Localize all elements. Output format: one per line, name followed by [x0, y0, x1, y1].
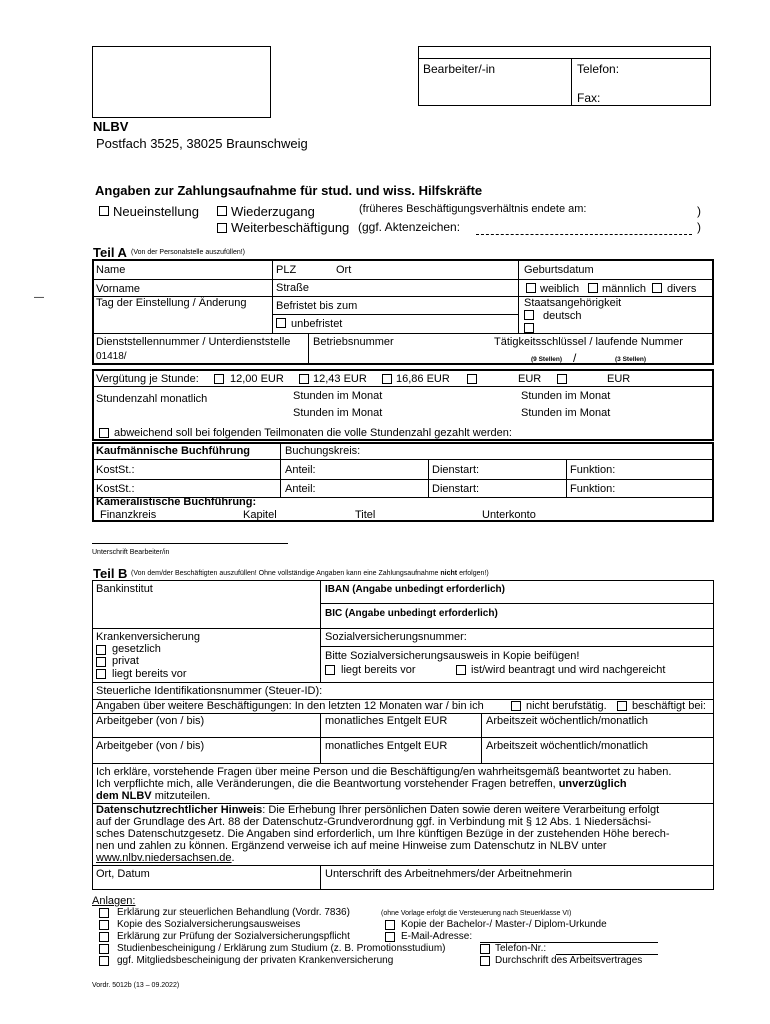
b-col-3 [481, 713, 482, 763]
abweichend-checkbox[interactable] [99, 428, 109, 438]
a-col-line-2 [518, 259, 519, 333]
ds1-text: : Die Erhebung Ihrer persönlichen Daten sowie deren weitere Verarbeitung erfolgt [262, 804, 660, 816]
close-paren-1: ) [697, 204, 701, 218]
beschaeftigt-label: beschäftigt bei: [632, 700, 706, 712]
unterkonto-label: Unterkonto [482, 509, 536, 521]
anlage4-checkbox[interactable] [99, 944, 109, 954]
ds-line-4: nen und zahlen zu können. Ergänzend verweise ich auf meine Hinweise zum Datenschutz in NLBV unter [96, 840, 607, 852]
anlage1b-label: (ohne Vorlage erfolgt die Versteuerung nach Steuerklasse VI) [381, 910, 572, 917]
b-col-4 [320, 865, 321, 890]
divers-checkbox[interactable] [652, 283, 662, 293]
signature-line-bearbeiter[interactable] [92, 543, 288, 544]
teil-b-sub-post: erfolgen!) [459, 570, 489, 577]
dem-nlbv-text: dem NLBV [96, 790, 152, 802]
anlage4b-label: Telefon-Nr.: [495, 943, 547, 954]
b-line-ag2 [92, 763, 714, 764]
weiblich-label: weiblich [540, 283, 580, 295]
kaufm-label: Kaufmännische Buchführung [96, 445, 251, 457]
anlage2-label: Kopie des Sozialversicherungsausweises [117, 919, 301, 930]
liegt-vor-label: liegt bereits vor [112, 668, 187, 680]
erklaerung2-text: Ich verpflichte mich, alle Veränderungen, die die Beantwortung vorstehender Fragen betreffen, [96, 778, 556, 790]
anlage4-label: Studienbescheinigung / Erklärung zum Studium (z. B. Promotionsstudium) [117, 943, 446, 954]
steuer-id-label: Steuerliche Identifikationsnummer (Steuer-ID): [96, 685, 323, 697]
aktenzeichen-label: (ggf. Aktenzeichen: [358, 220, 461, 234]
finanzkreis-label: Finanzkreis [100, 509, 157, 521]
gesetzlich-checkbox[interactable] [96, 645, 106, 655]
b-col-1 [320, 580, 321, 682]
divers-label: divers [667, 283, 697, 295]
buch-col-1 [280, 442, 281, 497]
a-col-line-1 [272, 259, 273, 333]
nicht-beruf-label: nicht berufstätig. [526, 700, 607, 712]
b-line-iban [320, 603, 714, 604]
a-row-line-1 [92, 279, 714, 280]
ds-line-1 [96, 805, 659, 816]
contact-box-vdivider [571, 58, 572, 106]
privat-checkbox[interactable] [96, 657, 106, 667]
kameral-label: Kameralistische Buchführung: [96, 496, 257, 508]
a-row-line-4 [92, 333, 714, 334]
a-col-line-3 [308, 333, 309, 365]
contact-box-divider [418, 58, 711, 59]
bic-label: BIC (Angabe unbedingt erforderlich) [325, 608, 498, 619]
anlage3b-checkbox[interactable] [385, 932, 395, 942]
neueinstellung-checkbox[interactable] [99, 206, 109, 216]
arbeitszeit-label-1: Arbeitszeit wöchentlich/monatlich [486, 715, 649, 727]
b-line-kv [92, 682, 714, 683]
wiederzugang-label: Wiederzugang [231, 204, 315, 219]
stellen9-label: (9 Stellen) [531, 356, 563, 363]
kostst-label-1: KostSt.: [96, 464, 135, 476]
strasse-label: Straße [276, 282, 310, 294]
mitzuteilen-text: mitzuteilen. [154, 790, 211, 802]
nicht-beruf-checkbox[interactable] [511, 701, 521, 711]
anlagen-heading: Anlagen: [92, 895, 136, 907]
sozialausweis-label: Bitte Sozialversicherungsausweis in Kopie beifügen! [325, 650, 580, 662]
unverzueglich-text: unverzüglich [558, 778, 627, 790]
staatsang-label: Staatsangehörigkeit [524, 297, 622, 309]
erklaerung-line-2 [96, 779, 627, 790]
buch-line-2 [92, 479, 714, 480]
fax-label: Fax: [577, 91, 601, 105]
unbefristet-label: unbefristet [291, 318, 343, 330]
anlage2b-checkbox[interactable] [385, 920, 395, 930]
anteil-label-2: Anteil: [285, 483, 316, 495]
telefon-label: Telefon: [577, 62, 620, 76]
arbeitgeber-label-2: Arbeitgeber (von / bis) [96, 740, 205, 752]
std-monat-4: Stunden im Monat [521, 407, 611, 419]
b-line-ds [92, 865, 714, 866]
ds-link[interactable]: www.nlbv.niedersachsen.de [96, 852, 232, 864]
std-monat-3: Stunden im Monat [293, 407, 383, 419]
deutsch-checkbox[interactable] [524, 310, 534, 320]
privat-label: privat [112, 655, 139, 667]
weiterbeschaeftigung-label: Weiterbeschäftigung [231, 220, 350, 235]
b-line-sv [320, 646, 714, 647]
neueinstellung-label: Neueinstellung [113, 204, 200, 219]
eur3-checkbox[interactable] [382, 374, 392, 384]
eur5-checkbox[interactable] [557, 374, 567, 384]
sv-beantragt-checkbox[interactable] [456, 665, 466, 675]
anlage1-checkbox[interactable] [99, 908, 109, 918]
anlage4b-checkbox[interactable] [480, 944, 490, 954]
teil-b-sub [131, 570, 489, 577]
befristet-label: Befristet bis zum [276, 300, 358, 312]
anlage5-label: ggf. Mitgliedsbescheinigung der privaten Krankenversicherung [117, 955, 394, 966]
dienstart-label-2: Dienstart: [432, 483, 480, 495]
verguetung-label: Vergütung je Stunde: [96, 373, 199, 385]
iban-label: IBAN (Angabe unbedingt erforderlich) [325, 584, 505, 595]
buchungskreis-label: Buchungskreis: [285, 445, 361, 457]
sv-beantragt-label: ist/wird beantragt und wird nachgereicht [471, 664, 666, 676]
beschaeftigt-checkbox[interactable] [617, 701, 627, 711]
std-monat-2: Stunden im Monat [521, 390, 611, 402]
frueheres-label: (früheres Beschäftigungsverhältnis endete am: [359, 203, 587, 215]
kranken-label: Krankenversicherung [96, 631, 200, 643]
abweichend-label: abweichend soll bei folgenden Teilmonaten die volle Stundenzahl gezahlt werden: [114, 427, 512, 439]
footer-form-number: Vordr. 5012b (13 – 09.2022) [92, 982, 180, 989]
maennlich-label: männlich [602, 283, 647, 295]
wiederzugang-checkbox[interactable] [217, 206, 227, 216]
teil-b-heading: Teil B [93, 566, 128, 581]
ort-label: Ort [336, 264, 352, 276]
stundenzahl-label: Stundenzahl monatlich [96, 393, 208, 405]
betriebsnummer-label: Betriebsnummer [313, 336, 394, 348]
stellen3-label: (3 Stellen) [615, 356, 647, 363]
eur1-checkbox[interactable] [214, 374, 224, 384]
b-line-ag1 [92, 737, 714, 738]
dienstart-label-1: Dienstart: [432, 464, 480, 476]
contact-box [418, 46, 711, 106]
ds-dot: . [231, 852, 235, 864]
teil-a-sub: (Von der Personalstelle auszufüllen!) [131, 249, 246, 256]
dienststelle-value: 01418/ [96, 351, 127, 362]
name-label: Name [96, 264, 126, 276]
eur1-label: 12,00 EUR [230, 373, 284, 385]
a-row-line-3 [272, 314, 518, 315]
slash-label: / [573, 351, 577, 365]
unbefristet-checkbox[interactable] [276, 318, 286, 328]
aktenzeichen-line[interactable] [476, 234, 692, 235]
other-nationality-checkbox[interactable] [524, 323, 534, 333]
org-name: NLBV [93, 119, 129, 134]
weitere-label: Angaben über weitere Beschäftigungen: In den letzten 12 Monaten war / bin ich [96, 700, 484, 712]
margin-mark: — [34, 292, 44, 303]
entgelt-label-2: monatliches Entgelt EUR [325, 740, 448, 752]
anlage5b-label: Durchschrift des Arbeitsvertrages [495, 955, 643, 966]
anlage3-label: Erklärung zur Prüfung der Sozialversicherungspflicht [117, 931, 350, 942]
gesetzlich-label: gesetzlich [112, 643, 161, 655]
anlage3-checkbox[interactable] [99, 932, 109, 942]
arbeitszeit-label-2: Arbeitszeit wöchentlich/monatlich [486, 740, 649, 752]
dienststelle-label: Dienststellennummer / Unterdienststelle [96, 336, 291, 348]
ort-datum-label: Ort, Datum [96, 868, 150, 880]
taetigkeit-label: Tätigkeitsschlüssel / laufende Nummer [494, 336, 683, 348]
erklaerung-line-1: Ich erkläre, vorstehende Fragen über meine Person und die Beschäftigung/en wahrheitsgemäß beantwortet zu haben. [96, 766, 672, 778]
anlage3b-label: E-Mail-Adresse: [401, 931, 473, 942]
anlage1-label: Erklärung zur steuerlichen Behandlung (Vordr. 7836) [117, 907, 350, 918]
titel-label: Titel [355, 509, 376, 521]
tag-einstellung-label: Tag der Einstellung / Änderung [96, 297, 247, 309]
entgelt-label-1: monatliches Entgelt EUR [325, 715, 448, 727]
b-line-bic [92, 628, 714, 629]
kostst-label-2: KostSt.: [96, 483, 135, 495]
funktion-label-2: Funktion: [570, 483, 616, 495]
anlage2b-label: Kopie der Bachelor-/ Master-/ Diplom-Urkunde [401, 919, 607, 930]
arbeitgeber-label-1: Arbeitgeber (von / bis) [96, 715, 205, 727]
ds-line-2: auf der Grundlage des Art. 88 der Datenschutz-Grundverordnung ggf. in Verbindung mit § 12 Abs. 1 Niedersächsi- [96, 816, 652, 828]
kapitel-label: Kapitel [243, 509, 277, 521]
eur3-label: 16,86 EUR [396, 373, 450, 385]
weiterbeschaeftigung-checkbox[interactable] [217, 223, 227, 233]
org-address: Postfach 3525, 38025 Braunschweig [96, 136, 308, 151]
eur4-checkbox[interactable] [467, 374, 477, 384]
geburtsdatum-label: Geburtsdatum [524, 264, 594, 276]
sender-box[interactable] [92, 46, 271, 118]
eur2-checkbox[interactable] [299, 374, 309, 384]
buch-col-2 [428, 459, 429, 497]
eur5-label: EUR [607, 373, 631, 385]
std-monat-1: Stunden im Monat [293, 390, 383, 402]
liegt-vor-checkbox[interactable] [96, 669, 106, 679]
weiblich-checkbox[interactable] [526, 283, 536, 293]
funktion-label-1: Funktion: [570, 464, 616, 476]
bankinstitut-label: Bankinstitut [96, 583, 153, 595]
close-paren-2: ) [697, 220, 701, 234]
anlage5-checkbox[interactable] [99, 956, 109, 966]
b-line-weitere [92, 713, 714, 714]
eur2-label: 12,43 EUR [313, 373, 367, 385]
plz-label: PLZ [276, 264, 297, 276]
ds-line-5 [96, 853, 235, 864]
teil-b-sub-pre: (Von dem/der Beschäftigten auszufüllen! Ohne vollständige Angaben kann eine Zahlungsaufnahme [131, 570, 439, 577]
buch-col-3 [566, 459, 567, 497]
unterschrift-an-label: Unterschrift des Arbeitnehmers/der Arbeitnehmerin [325, 868, 573, 880]
form-title: Angaben zur Zahlungsaufnahme für stud. und wiss. Hilfskräfte [95, 183, 483, 198]
eur4-label: EUR [518, 373, 542, 385]
erklaerung-line-3 [96, 791, 210, 802]
sozialnr-label: Sozialversicherungsnummer: [325, 631, 467, 643]
ds-title: Datenschutzrechtlicher Hinweis [96, 804, 263, 816]
teil-a-heading: Teil A [93, 245, 127, 260]
ds-line-3: sches Datenschutzgesetz. Die Angaben sind erforderlich, um Ihre künftigen Bezüge in der zustehenden Höhe berech- [96, 828, 670, 840]
deutsch-label: deutsch [543, 310, 582, 322]
vorname-label: Vorname [96, 283, 141, 295]
bearbeiter-label: Bearbeiter/-in [423, 62, 496, 76]
anlage5b-checkbox[interactable] [480, 956, 490, 966]
teil-a-upper-block [92, 259, 714, 365]
verguetung-divider [92, 386, 714, 387]
maennlich-checkbox[interactable] [588, 283, 598, 293]
anteil-label-1: Anteil: [285, 464, 316, 476]
teil-b-sub-bold: nicht [440, 570, 458, 577]
unterschrift-bearbeiter-label: Unterschrift Bearbeiter/in [92, 549, 170, 556]
sv-liegt-vor-label: liegt bereits vor [341, 664, 416, 676]
anlage2-checkbox[interactable] [99, 920, 109, 930]
buch-line-1 [92, 459, 714, 460]
sv-liegt-vor-checkbox[interactable] [325, 665, 335, 675]
b-col-2 [320, 713, 321, 763]
